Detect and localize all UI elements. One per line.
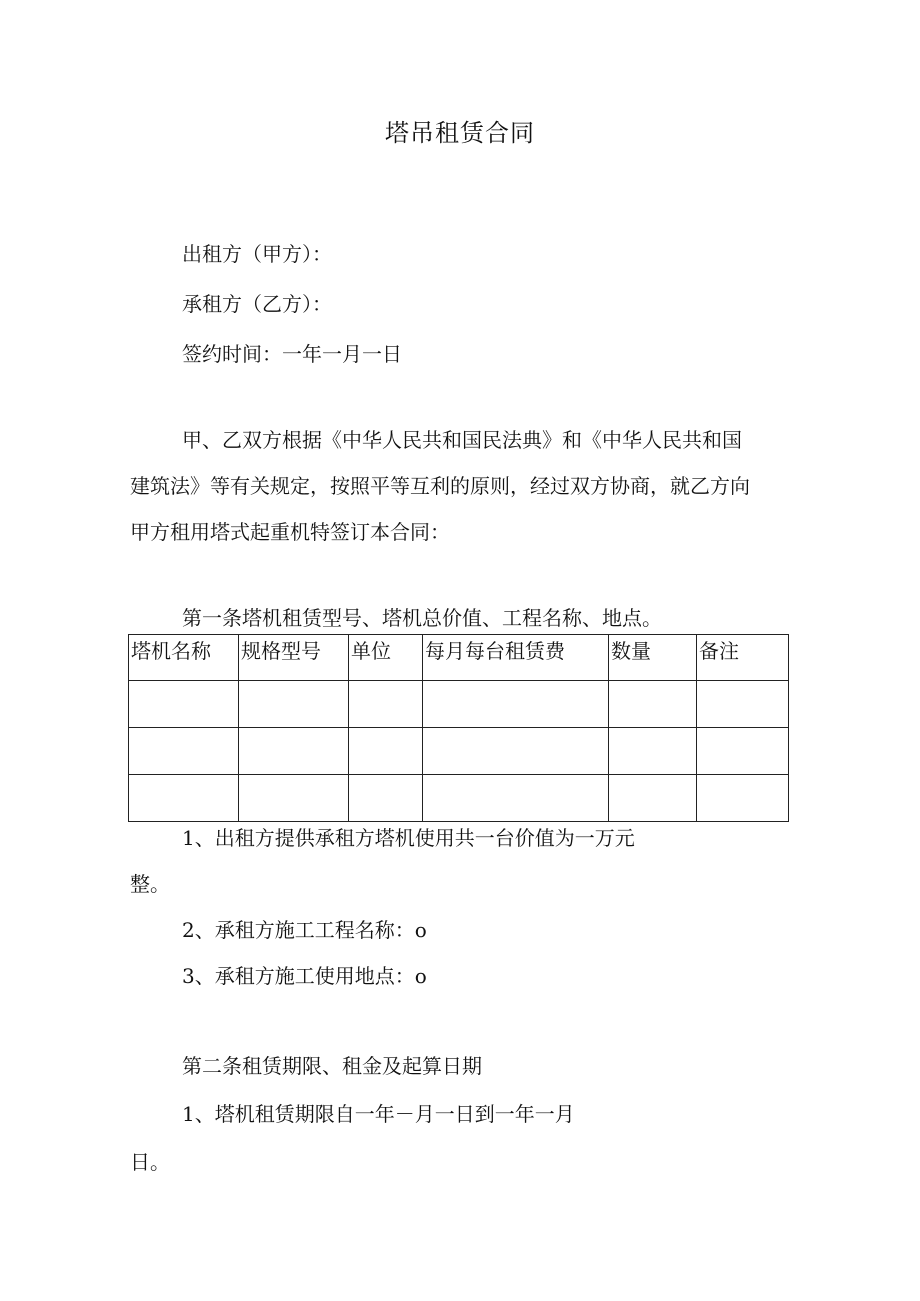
article1-item1-line2: 整。: [130, 872, 170, 896]
table-cell: [239, 728, 349, 775]
table-cell: [697, 681, 789, 728]
crane-spec-table: [128, 634, 789, 822]
table-cell: [697, 728, 789, 775]
table-row: [129, 728, 789, 775]
table-cell: [129, 728, 239, 775]
sign-date-line: 签约时间：一年一月一日: [182, 342, 402, 366]
article2-heading: 第二条租赁期限、租金及起算日期: [182, 1054, 482, 1078]
document-title: 塔吊租赁合同: [385, 119, 535, 147]
table-cell: [239, 775, 349, 822]
table-cell: [609, 728, 697, 775]
preamble-line-3: 甲方租用塔式起重机特签订本合同：: [130, 520, 450, 544]
table-cell: [423, 775, 609, 822]
article2-item1-line2: 日。: [130, 1150, 170, 1174]
table-cell: [423, 728, 609, 775]
table-cell: [129, 681, 239, 728]
preamble-line-1: 甲、乙双方根据《中华人民共和国民法典》和《中华人民共和国: [182, 428, 742, 452]
article1-item3: 3、承租方施工使用地点：o: [182, 964, 427, 988]
header-monthly-fee: 每月每台租赁费: [423, 635, 609, 681]
article2-item1-line1: 1、塔机租赁期限自一年－月一日到一年一月: [182, 1102, 575, 1126]
article1-item2: 2、承租方施工工程名称：o: [182, 918, 427, 942]
header-crane-name: 塔机名称: [129, 635, 239, 681]
table-row: [129, 775, 789, 822]
table-cell: [129, 775, 239, 822]
table-cell: [349, 728, 423, 775]
header-quantity: 数量: [609, 635, 697, 681]
table-cell: [609, 681, 697, 728]
header-model: 规格型号: [239, 635, 349, 681]
table-cell: [239, 681, 349, 728]
table-cell: [349, 775, 423, 822]
lessor-line: 出租方（甲方）：: [182, 242, 332, 266]
table-cell: [697, 775, 789, 822]
table-cell: [609, 775, 697, 822]
article1-heading: 第一条塔机租赁型号、塔机总价值、工程名称、地点。: [182, 606, 662, 630]
table-row: [129, 681, 789, 728]
table-cell: [423, 681, 609, 728]
table-cell: [349, 681, 423, 728]
header-remarks: 备注: [697, 635, 789, 681]
header-unit: 单位: [349, 635, 423, 681]
table-header-row: [129, 635, 789, 681]
article1-item1-line1: 1、出租方提供承租方塔机使用共一台价值为一万元: [182, 826, 635, 850]
lessee-line: 承租方（乙方）：: [182, 292, 332, 316]
preamble-line-2: 建筑法》等有关规定，按照平等互利的原则，经过双方协商，就乙方向: [130, 474, 750, 498]
